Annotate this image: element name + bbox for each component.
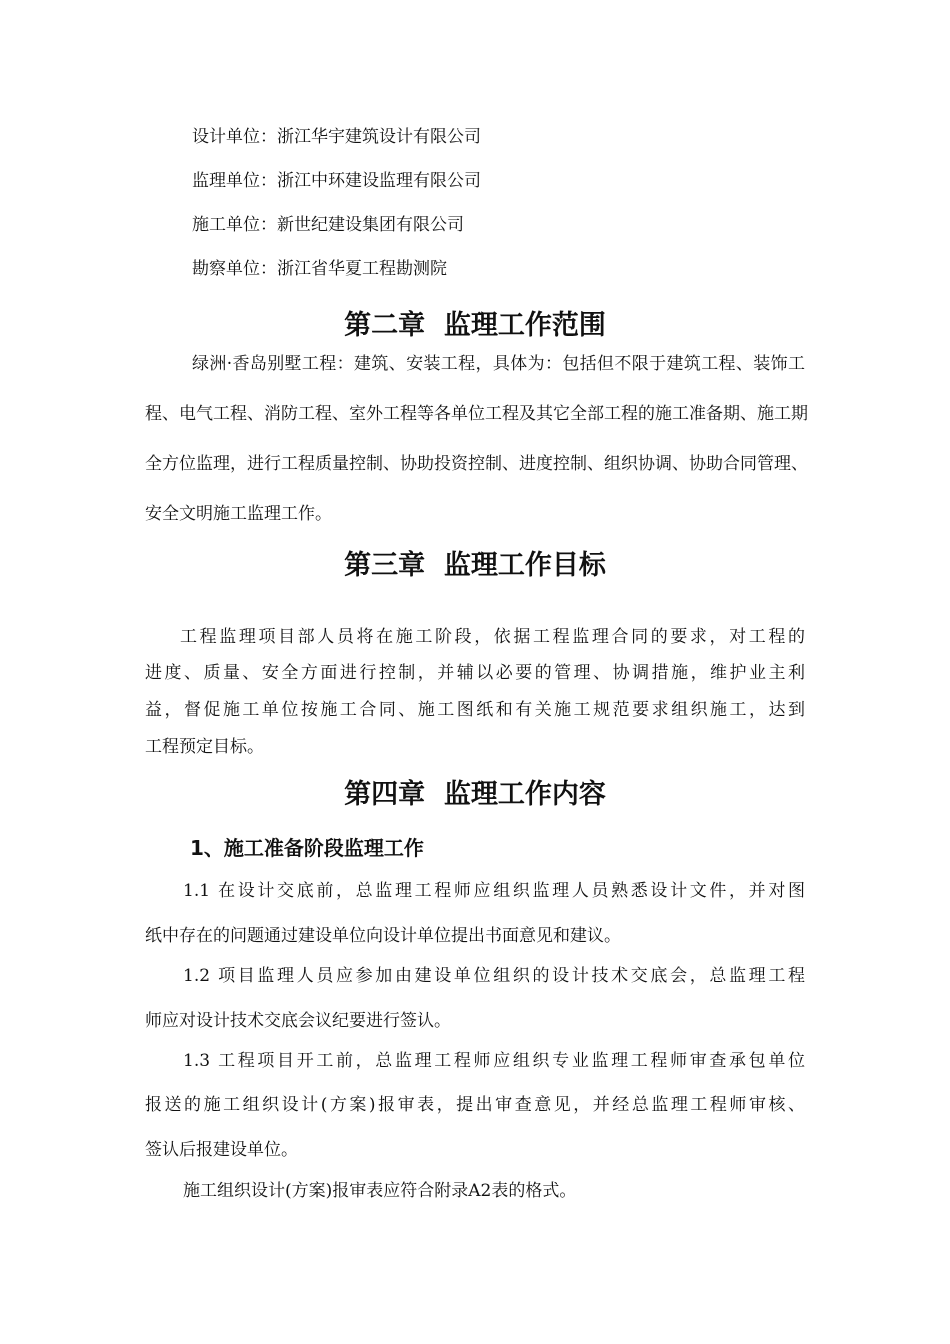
item-1-2-line-2: 师应对设计技术交底会议纪要进行签认。 xyxy=(145,1011,451,1031)
format-note-line: 施工组织设计(方案)报审表应符合附录A2表的格式。 xyxy=(183,1181,577,1201)
chapter-4-title: 第四章 监理工作内容 xyxy=(344,779,606,810)
section-1-title: 1、施工准备阶段监理工作 xyxy=(190,836,424,860)
ch2-line-3: 全方位监理，进行工程质量控制、协助投资控制、进度控制、组织协调、协助合同管理、 xyxy=(145,454,808,474)
item-1-3-line-1: 1.3 工程项目开工前，总监理工程师应组织专业监理工程师审查承包单位 xyxy=(183,1051,805,1071)
ch2-line-2: 程、电气工程、消防工程、室外工程等各单位工程及其它全部工程的施工准备期、施工期 xyxy=(145,404,808,424)
item-1-1-line-1: 1.1 在设计交底前，总监理工程师应组织监理人员熟悉设计文件，并对图 xyxy=(183,881,805,901)
item-1-2-line-1: 1.2 项目监理人员应参加由建设单位组织的设计技术交底会，总监理工程 xyxy=(183,966,805,986)
supervision-unit-label: 监理单位： xyxy=(192,171,277,191)
chapter-3-title: 第三章 监理工作目标 xyxy=(344,550,606,581)
ch3-line-4: 工程预定目标。 xyxy=(145,737,264,757)
ch2-line-4: 安全文明施工监理工作。 xyxy=(145,504,332,524)
construction-unit-value: 新世纪建设集团有限公司 xyxy=(277,215,464,235)
construction-unit-line xyxy=(192,214,464,236)
chapter-2-title: 第二章 监理工作范围 xyxy=(344,310,606,341)
item-1-1-line-2: 纸中存在的问题通过建设单位向设计单位提出书面意见和建议。 xyxy=(145,926,621,946)
design-unit-line xyxy=(192,126,481,148)
survey-unit-label: 勘察单位： xyxy=(192,259,277,279)
ch3-line-3: 益，督促施工单位按施工合同、施工图纸和有关施工规范要求组织施工，达到 xyxy=(145,700,805,720)
item-1-3-line-3: 签认后报建设单位。 xyxy=(145,1140,298,1160)
survey-unit-value: 浙江省华夏工程勘测院 xyxy=(277,259,447,279)
design-unit-value: 浙江华宇建筑设计有限公司 xyxy=(277,127,481,147)
supervision-unit-line xyxy=(192,170,481,192)
item-1-3-line-2: 报送的施工组织设计(方案)报审表，提出审查意见，并经总监理工程师审核、 xyxy=(145,1095,805,1115)
construction-unit-label: 施工单位： xyxy=(192,215,277,235)
supervision-unit-value: 浙江中环建设监理有限公司 xyxy=(277,171,481,191)
ch3-line-2: 进度、质量、安全方面进行控制，并辅以必要的管理、协调措施，维护业主利 xyxy=(145,663,805,683)
design-unit-label: 设计单位： xyxy=(192,127,277,147)
survey-unit-line xyxy=(192,258,447,280)
ch2-line-1: 绿洲·香岛别墅工程：建筑、安装工程，具体为：包括但不限于建筑工程、装饰工 xyxy=(192,354,805,374)
ch3-line-1: 工程监理项目部人员将在施工阶段，依据工程监理合同的要求，对工程的 xyxy=(180,627,805,647)
